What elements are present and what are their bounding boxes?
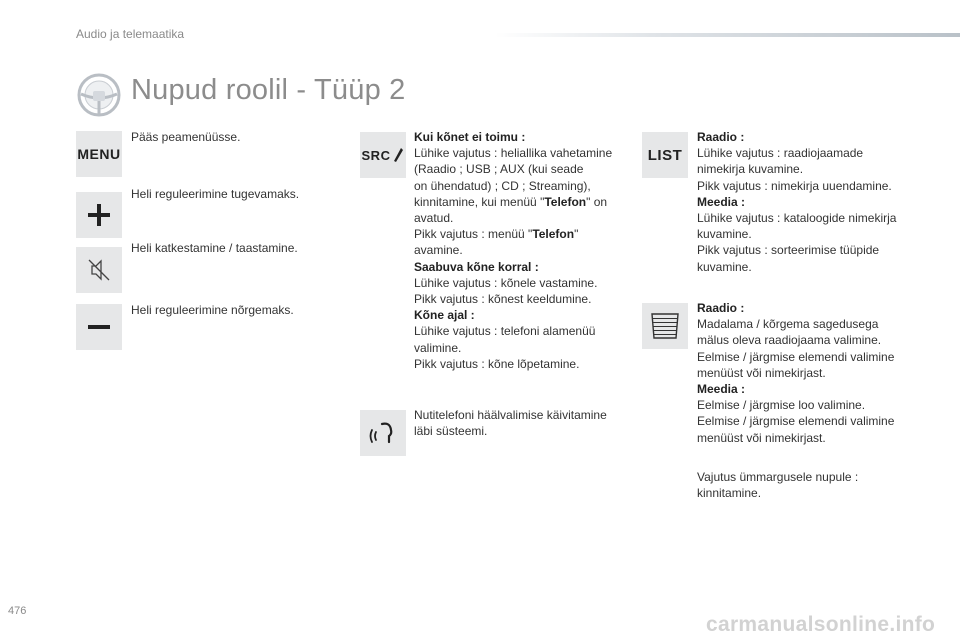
phone-handset-icon: [392, 147, 404, 163]
src-line: avatud.: [414, 211, 454, 226]
wheel-line: Eelmise / järgmise loo valimine.: [697, 398, 866, 413]
list-line: nimekirja kuvamine.: [697, 162, 804, 177]
plus-description: Heli reguleerimine tugevamaks.: [131, 187, 300, 201]
voice-head-icon: [368, 418, 398, 448]
plus-icon: [76, 192, 122, 238]
page-title: Nupud roolil - Tüüp 2: [131, 74, 406, 106]
minus-glyph-icon: [88, 324, 110, 330]
telefon-word: Telefon: [544, 194, 587, 209]
wheel-line: Eelmise / järgmise elemendi valimine: [697, 414, 895, 429]
list-line: Pikk vajutus : sorteerimise tüüpide: [697, 243, 880, 258]
wheel-line: mälus oleva raadiojaama valimine.: [697, 333, 882, 348]
src-description: [414, 129, 629, 372]
src-line: (Raadio ; USB ; AUX (kui seade: [414, 162, 584, 177]
wheel-line: menüüst või nimekirjast.: [697, 365, 826, 380]
menu-button-icon: [76, 131, 122, 177]
menu-description: Pääs peamenüüsse.: [131, 130, 241, 144]
src-incoming-heading: Saabuva kõne korral :: [414, 259, 539, 274]
src-label: SRC: [361, 147, 391, 163]
wheel-media-heading: Meedia :: [697, 382, 746, 397]
thumbwheel-icon: [642, 303, 688, 349]
section-label: Audio ja telemaatika: [76, 27, 185, 41]
mute-icon: [76, 247, 122, 293]
list-media-heading: Meedia :: [697, 194, 746, 209]
page-number: 476: [8, 605, 27, 617]
voice-line: läbi süsteemi.: [414, 424, 488, 439]
list-line: kuvamine.: [697, 227, 752, 242]
minus-description: Heli reguleerimine nõrgemaks.: [131, 303, 294, 317]
src-no-call-heading: Kui kõnet ei toimu :: [414, 130, 526, 144]
src-line: Lühike vajutus : kõnele vastamine.: [414, 275, 598, 290]
steering-wheel-icon: [76, 72, 122, 118]
list-line: Pikk vajutus : nimekirja uuendamine.: [697, 178, 892, 193]
src-line: valimine.: [414, 340, 462, 355]
src-line: Pikk vajutus : menüü ": [414, 227, 533, 242]
src-line: on ühendatud) ; CD ; Streaming),: [414, 178, 591, 193]
src-line: Pikk vajutus : kõnest keeldumine.: [414, 292, 592, 307]
list-label: LIST: [647, 146, 683, 164]
list-line: kuvamine.: [697, 259, 752, 274]
list-radio-heading: Raadio :: [697, 130, 745, 144]
wheel-line: menüüst või nimekirjast.: [697, 430, 826, 445]
watermark: carmanualsonline.info: [706, 613, 936, 636]
wheel-press-description: [697, 469, 917, 501]
voice-command-icon: [360, 410, 406, 456]
wheel-press-line: Vajutus ümmargusele nupule :: [697, 470, 859, 484]
wheel-line: Madalama / kõrgema sagedusega: [697, 317, 879, 332]
wheel-description: [697, 300, 917, 446]
src-line: ": [574, 227, 579, 242]
src-during-heading: Kõne ajal :: [414, 308, 475, 323]
list-description: [697, 129, 917, 275]
src-line: Lühike vajutus : telefoni alamenüü: [414, 324, 596, 339]
src-phone-icon: [360, 132, 406, 178]
src-line: " on: [586, 194, 608, 209]
telefon-word: Telefon: [532, 227, 575, 242]
wheel-line: Eelmise / järgmise elemendi valimine: [697, 349, 895, 364]
speaker-mute-icon: [86, 257, 112, 283]
src-line: kinnitamine, kui menüü ": [414, 194, 545, 209]
list-line: Lühike vajutus : kataloogide nimekirja: [697, 211, 897, 226]
wheel-press-line: kinnitamine.: [697, 486, 762, 501]
mute-description: Heli katkestamine / taastamine.: [131, 241, 298, 255]
src-line: Lühike vajutus : heliallika vahetamine: [414, 146, 613, 161]
header-rule: [495, 33, 960, 37]
src-line: Pikk vajutus : kõne lõpetamine.: [414, 356, 580, 371]
list-line: Lühike vajutus : raadiojaamade: [697, 146, 864, 161]
minus-icon: [76, 304, 122, 350]
src-line: avamine.: [414, 243, 463, 258]
wheel-radio-heading: Raadio :: [697, 301, 745, 315]
plus-glyph-icon: [88, 204, 110, 226]
voice-line: Nutitelefoni häälvalimise käivitamine: [414, 408, 607, 422]
scroll-wheel-icon: [648, 310, 682, 342]
list-button-icon: [642, 132, 688, 178]
menu-button-label: MENU: [77, 146, 121, 162]
voice-description: [414, 407, 629, 439]
